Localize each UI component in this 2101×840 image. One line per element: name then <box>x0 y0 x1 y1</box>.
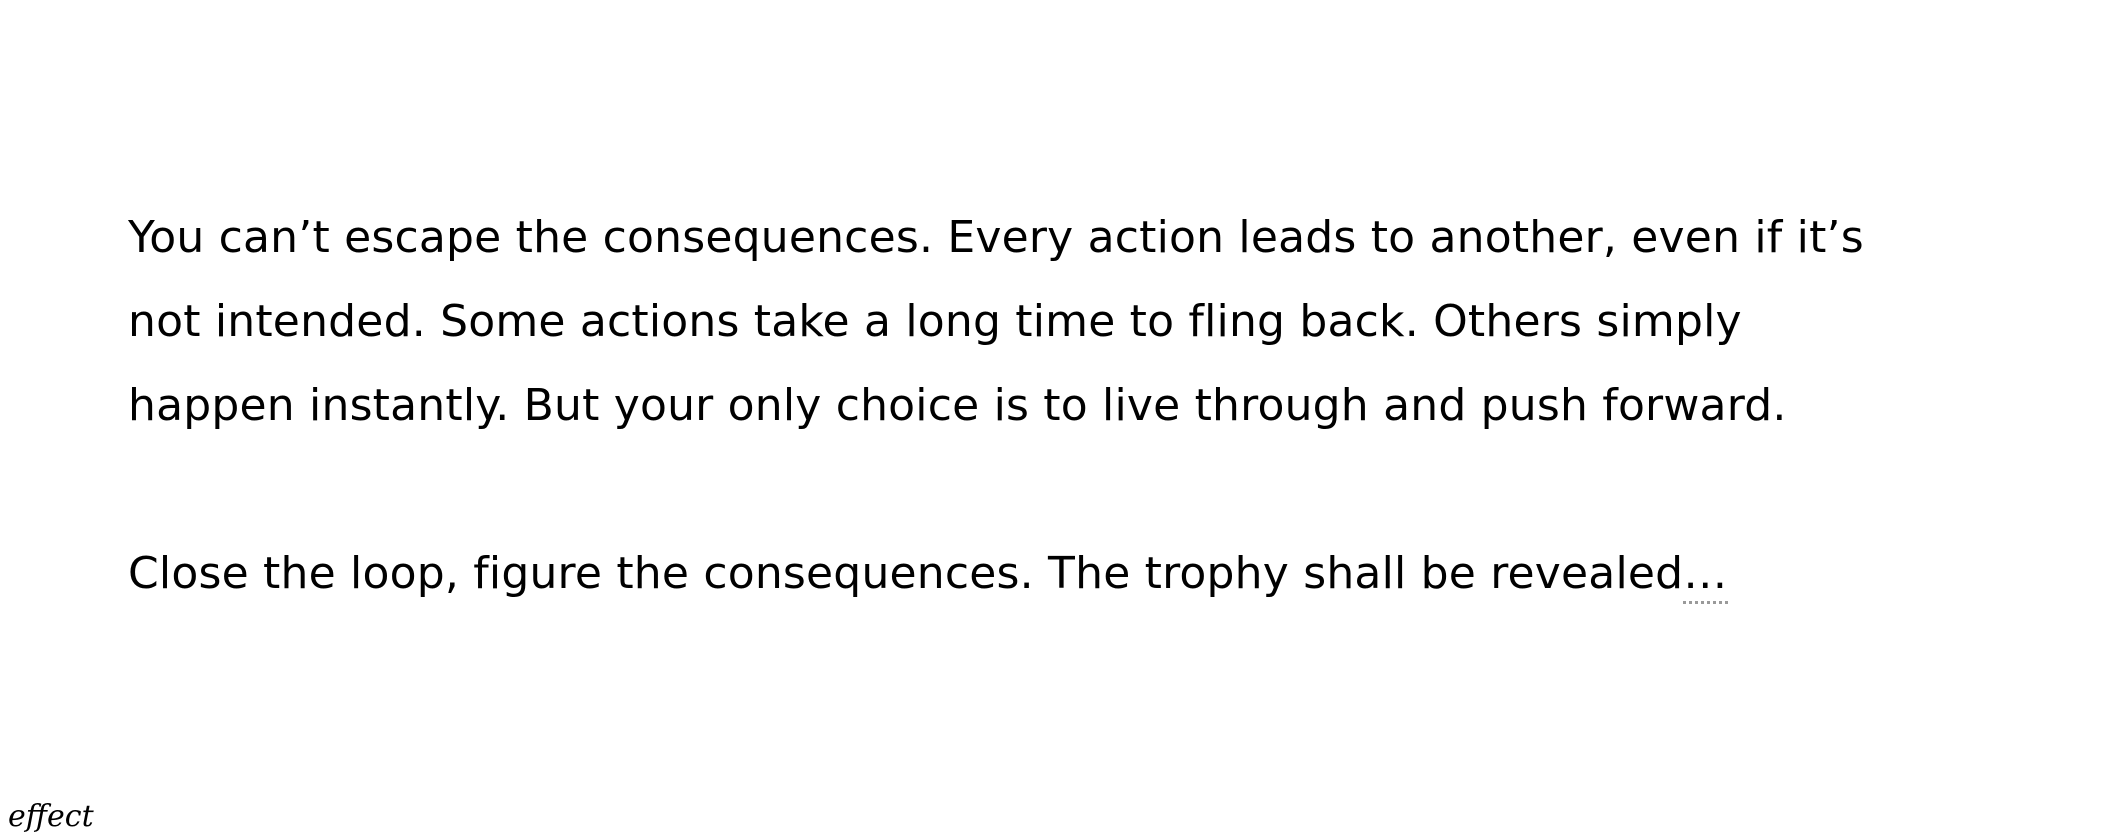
close-loop-text: Close the loop, figure the consequences. The trophy shall be revealed <box>128 548 1684 599</box>
paragraph-line-3: happen instantly. But your only choice is to live through and push forward. <box>128 380 1787 431</box>
corner-word-effect: effect <box>8 799 94 834</box>
paragraph-close-the-loop <box>128 532 2028 616</box>
paragraph-line-1: You can’t escape the consequences. Every action leads to another, even if it’s <box>128 212 1864 263</box>
ellipsis-marker: … <box>1683 548 1727 604</box>
paragraph-spacer <box>128 448 2028 532</box>
paragraph-line-close <box>128 532 2028 616</box>
paragraph-consequences <box>128 196 2028 448</box>
paragraph-line-2: not intended. Some actions take a long time to fling back. Others simply <box>128 296 1742 347</box>
document-body <box>128 196 2028 616</box>
